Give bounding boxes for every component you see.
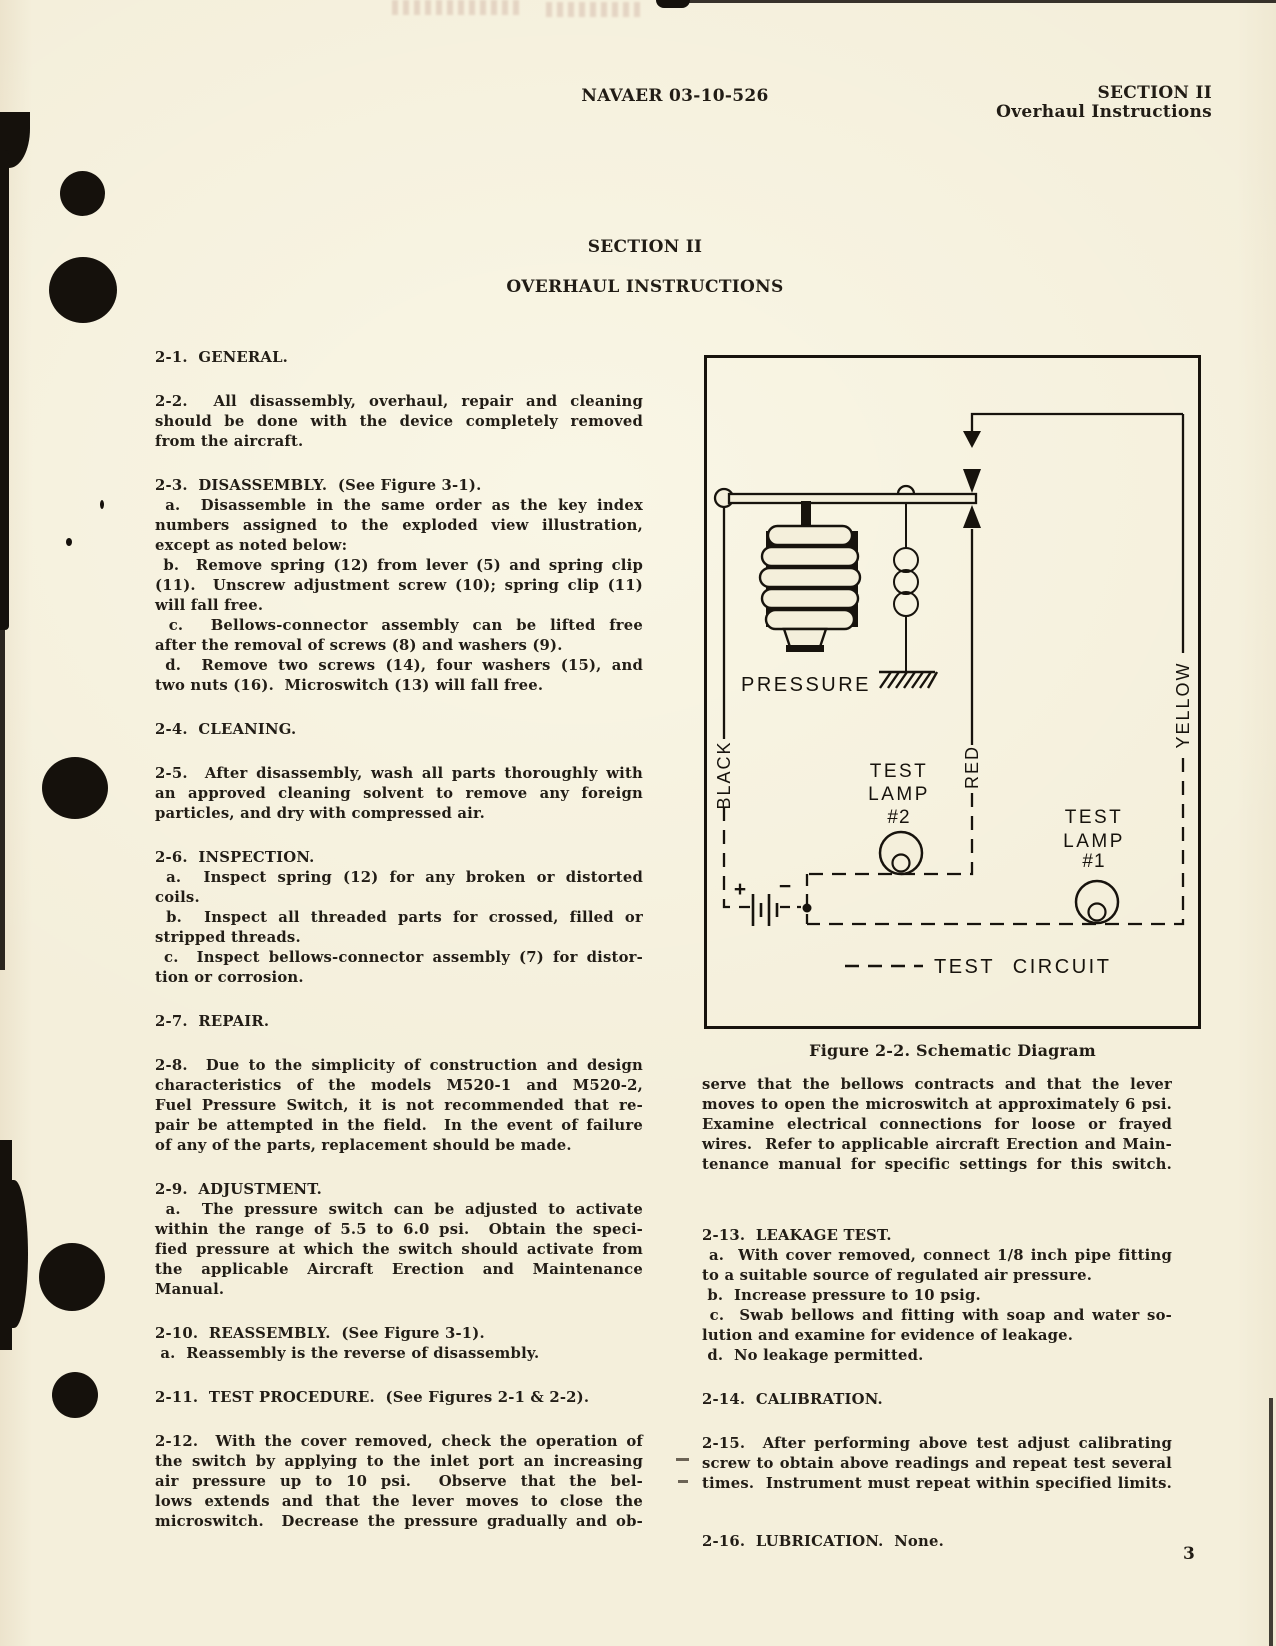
text-line: characteristics of the models M520-1 and M520-2,: [155, 1077, 643, 1094]
text-line: will fall free.: [155, 597, 264, 614]
item-2-9-a: [155, 1200, 643, 1300]
text-line: d. Remove two screws (14), four washers (15), and: [155, 657, 643, 674]
heading-2-13: [702, 1226, 1172, 1246]
text-line: after the removal of screws (8) and washers (9).: [155, 637, 563, 654]
text-line: to a suitable source of regulated air pressure.: [702, 1267, 1093, 1284]
junction-dot: [803, 904, 812, 913]
header-subsection: Overhaul Instructions: [996, 102, 1212, 122]
text-line: 2-8. Due to the simplicity of construction and design: [155, 1057, 643, 1074]
scan-edge-left-1: [0, 150, 9, 630]
text-line: 2-9. ADJUSTMENT.: [155, 1181, 322, 1198]
text-line: 2-13. LEAKAGE TEST.: [702, 1227, 892, 1244]
right-column: [702, 1075, 1172, 1576]
item-2-3-c: [155, 616, 643, 656]
contact-upper-icon: [963, 469, 981, 493]
item-2-3-b: [155, 556, 643, 616]
schematic-figure: [704, 355, 1201, 1030]
item-2-3-a: [155, 496, 643, 556]
text-line: 2-3. DISASSEMBLY. (See Figure 3-1).: [155, 477, 482, 494]
scan-smudge-1: [392, 0, 520, 15]
left-column: [155, 348, 643, 1556]
scan-smudge-2: [546, 2, 642, 17]
text-line: of any of the parts, replacement should be made.: [155, 1137, 572, 1154]
page-number: 3: [1183, 1544, 1196, 1564]
para-2-2: [155, 392, 643, 452]
punch-hole-mark-5: [52, 1372, 98, 1418]
header-section: SECTION II: [1097, 83, 1212, 103]
spring-hook-icon: [898, 486, 914, 494]
heading-2-4: [155, 720, 643, 740]
heading-2-9: [155, 1180, 643, 1200]
text-line: an approved cleaning solvent to remove any foreign: [155, 785, 643, 802]
para-2-15: [702, 1434, 1172, 1494]
text-line: 2-10. REASSEMBLY. (See Figure 3-1).: [155, 1325, 485, 1342]
text-line: within the range of 5.5 to 6.0 psi. Obtain the speci-: [155, 1221, 643, 1238]
text-line: fied pressure at which the switch should activate from: [155, 1241, 643, 1258]
punch-hole-mark-2: [49, 257, 117, 323]
punch-hole-mark-1: [60, 171, 105, 216]
heading-2-11: [155, 1388, 643, 1408]
text-line: lution and examine for evidence of leakage.: [702, 1327, 1074, 1344]
text-line: 2-7. REPAIR.: [155, 1013, 270, 1030]
para-2-5: [155, 764, 643, 824]
text-line: b. Remove spring (12) from lever (5) and spring clip: [155, 557, 643, 574]
item-2-6-b: [155, 908, 643, 948]
wire-upper-contact: [963, 414, 1183, 448]
text-line: from the aircraft.: [155, 433, 304, 450]
text-line: 2-14. CALIBRATION.: [702, 1391, 883, 1408]
heading-2-10: [155, 1324, 643, 1344]
text-line: c. Inspect bellows-connector assembly (7) for distor-: [155, 949, 643, 966]
text-line: Manual.: [155, 1281, 225, 1298]
heading-2-1: [155, 348, 643, 368]
svg-text:LAMP: LAMP: [868, 784, 930, 805]
text-line: wires. Refer to applicable aircraft Erection and Main-: [702, 1136, 1172, 1153]
scan-mark-top: [656, 0, 690, 8]
text-line: a. With cover removed, connect 1/8 inch pipe fitting: [702, 1247, 1172, 1264]
text-line: 2-6. INSPECTION.: [155, 849, 315, 866]
figure-caption: Figure 2-2. Schematic Diagram: [809, 1041, 1096, 1060]
section-title: SECTION II: [587, 237, 703, 257]
arrow-down-icon: [963, 431, 981, 448]
lever-bar: [729, 494, 976, 503]
item-2-10-a: [155, 1344, 643, 1364]
section-subtitle: OVERHAUL INSTRUCTIONS: [506, 277, 784, 297]
text-line: (11). Unscrew adjustment screw (10); spring clip (11): [155, 577, 643, 594]
text-line: 2-12. With the cover removed, check the operation of: [155, 1433, 643, 1450]
test-lamp-1-symbol: [1076, 881, 1118, 923]
text-line: numbers assigned to the exploded view illustration,: [155, 517, 643, 534]
wire-label-yellow: YELLOW: [1173, 661, 1193, 749]
battery-symbol: [753, 894, 777, 926]
heading-2-6: [155, 848, 643, 868]
text-line: pair be attempted in the field. In the event of failure: [155, 1117, 643, 1134]
text-line: c. Bellows-connector assembly can be lifted free: [155, 617, 643, 634]
para-2-8: [155, 1056, 643, 1156]
contact-lower-icon: [963, 505, 981, 528]
header-right: [996, 84, 1212, 122]
item-2-6-c: [155, 948, 643, 988]
text-line: air pressure up to 10 psi. Observe that the bel-: [155, 1473, 643, 1490]
heading-2-14: [702, 1390, 1172, 1410]
text-line: 2-2. All disassembly, overhaul, repair and cleaning: [155, 393, 643, 410]
text-line: d. No leakage permitted.: [702, 1347, 924, 1364]
scan-edge-left-bulge-2: [0, 1180, 28, 1328]
test-lamp-2-label: [868, 761, 930, 828]
svg-text:#2: #2: [887, 807, 911, 828]
text-line: screw to obtain above readings and repeat test several: [702, 1455, 1172, 1472]
text-line: 2-15. After performing above test adjust calibrating: [702, 1435, 1172, 1452]
battery-plus-label: +: [733, 878, 747, 901]
text-line: except as noted below:: [155, 537, 348, 554]
svg-text:#1: #1: [1082, 851, 1106, 872]
item-2-13-d: [702, 1346, 1172, 1366]
wire-black: [724, 507, 750, 907]
text-line: a. Disassemble in the same order as the key index: [155, 497, 643, 514]
text-line: microswitch. Decrease the pressure gradually and ob-: [155, 1513, 643, 1530]
text-line: the switch by applying to the inlet port an increasing: [155, 1453, 643, 1470]
text-line: tion or corrosion.: [155, 969, 304, 986]
wire-yellow: [807, 414, 1183, 924]
text-line: should be done with the device completely removed: [155, 413, 643, 430]
text-line: a. Reassembly is the reverse of disassembly.: [155, 1345, 540, 1362]
text-line: the applicable Aircraft Erection and Maintenance: [155, 1261, 643, 1278]
text-line: Examine electrical connections for loose or frayed: [702, 1116, 1172, 1133]
text-line: a. The pressure switch can be adjusted to activate: [155, 1201, 643, 1218]
svg-text:TEST: TEST: [1064, 807, 1124, 828]
scan-edge-left-2: [0, 630, 5, 970]
wire-label-black: BLACK: [714, 740, 734, 810]
text-line: c. Swab bellows and fitting with soap and water so-: [702, 1307, 1173, 1324]
punch-hole-mark-3: [42, 757, 108, 819]
test-lamp-2-symbol: [880, 832, 922, 874]
heading-2-16: [702, 1532, 1172, 1552]
scan-speck-2: [66, 538, 72, 546]
text-line: serve that the bellows contracts and that the lever: [702, 1076, 1172, 1093]
ground-icon: [879, 672, 937, 688]
text-line: coils.: [155, 889, 200, 906]
scan-speck-1: [100, 500, 104, 509]
spring-symbol: [894, 503, 918, 672]
svg-text:TEST: TEST: [869, 761, 929, 782]
item-2-6-a: [155, 868, 643, 908]
wire-label-red: RED: [962, 744, 982, 790]
scan-speck-3: [676, 1458, 689, 1461]
text-line: 2-16. LUBRICATION. None.: [702, 1533, 944, 1550]
text-line: Fuel Pressure Switch, it is not recommended that re-: [155, 1097, 643, 1114]
test-lamp-1-label: [1063, 807, 1125, 872]
item-2-3-d: [155, 656, 643, 696]
item-2-13-b: [702, 1286, 1172, 1306]
heading-2-3: [155, 476, 643, 496]
punch-hole-mark-4: [39, 1243, 105, 1311]
text-line: two nuts (16). Microswitch (13) will fall free.: [155, 677, 544, 694]
bellows-symbol: [760, 501, 860, 652]
scan-speck-4: [678, 1480, 688, 1483]
pressure-label: PRESSURE: [740, 674, 872, 696]
scan-edge-right: [1269, 1398, 1273, 1646]
text-line: a. Inspect spring (12) for any broken or distorted: [155, 869, 643, 886]
text-line: b. Inspect all threaded parts for crossed, filled or: [155, 909, 643, 926]
item-2-13-a: [702, 1246, 1172, 1286]
lever-symbol: [715, 469, 981, 528]
heading-2-7: [155, 1012, 643, 1032]
text-line: stripped threads.: [155, 929, 301, 946]
text-line: 2-5. After disassembly, wash all parts thoroughly with: [155, 765, 643, 782]
text-line: particles, and dry with compressed air.: [155, 805, 485, 822]
text-line: 2-11. TEST PROCEDURE. (See Figures 2-1 & 2-2).: [155, 1389, 590, 1406]
para-2-12-cont: [702, 1075, 1172, 1175]
text-line: 2-1. GENERAL.: [155, 349, 289, 366]
para-2-12: [155, 1432, 643, 1532]
text-line: 2-4. CLEANING.: [155, 721, 297, 738]
text-line: times. Instrument must repeat within specified limits.: [702, 1475, 1172, 1492]
text-line: lows extends and that the lever moves to close the: [155, 1493, 643, 1510]
text-line: tenance manual for specific settings for this switch.: [702, 1156, 1172, 1173]
svg-text:LAMP: LAMP: [1063, 831, 1125, 852]
legend-label: TEST CIRCUIT: [934, 956, 1112, 978]
text-line: b. Increase pressure to 10 psig.: [702, 1287, 981, 1304]
doc-number: NAVAER 03-10-526: [581, 86, 769, 106]
battery-minus-label: −: [778, 875, 792, 898]
scan-edge-top: [688, 0, 1276, 3]
text-line: moves to open the microswitch at approximately 6 psi.: [702, 1096, 1172, 1113]
item-2-13-c: [702, 1306, 1172, 1346]
